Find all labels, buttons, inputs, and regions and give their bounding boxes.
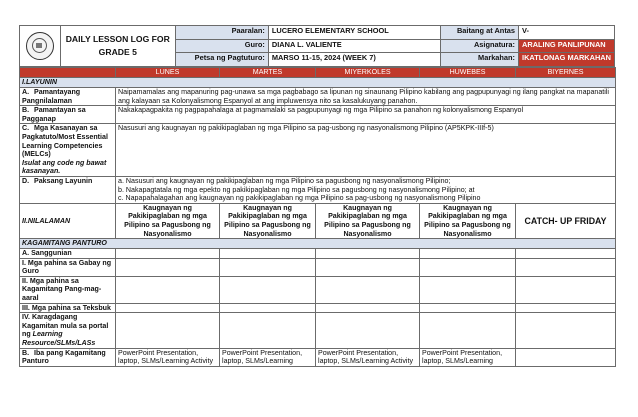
cell-empty (316, 258, 420, 276)
paksang-item-c: c. Napapahalagahan ang kaugnayan ng pakikipaglaban ng mga Pilipino sa pag-usbong ng nasyonalismong Pilipino (118, 194, 481, 203)
cell-empty (316, 276, 420, 303)
text-pamantayang: Naipamamalas ang mapanuring pag-unawa sa mga pagbabago sa lipunan ng sinaunang Pilipino kabilang ang pagpupunyagi ng ilang pangkat na mapanatili ang kalayaan sa Kolonyalismong Espanyol at ang impluwensya nito sa kasalukuyang panahon. (116, 88, 616, 106)
label-paksang-num: D. (22, 176, 30, 185)
label-pagganap-text: Pamantayan sa Pagganap (22, 106, 86, 123)
label-nilalaman: II.NILALAMAN (20, 203, 116, 238)
row-pamantayang (20, 88, 616, 106)
materials-line-2: laptop, SLMs/Learning (422, 357, 493, 366)
school-value: LUCERO ELEMENTARY SCHOOL (268, 26, 440, 40)
day-header-biyernes: BIYERNES (516, 68, 616, 78)
quarter-value: IKATLONAG MARKAHAN (519, 53, 615, 67)
label-iba-pang-num: B. (22, 348, 30, 357)
date-label: Petsa ng Pagtuturo: (175, 53, 268, 67)
cell-empty (420, 249, 516, 259)
materials-line-2: laptop, SLMs/Learning (222, 357, 293, 366)
catch-up-friday: CATCH- UP FRIDAY (516, 203, 616, 238)
label-karagdagang-italic: Learning Resource/SLMs/LASs (22, 330, 96, 348)
label-kasanayan-num: C. (22, 124, 30, 133)
cell-empty (116, 313, 220, 348)
cell-empty (516, 303, 616, 313)
section-row-layunin (20, 78, 616, 88)
teacher-label: Guro: (175, 39, 268, 53)
row-gabay (20, 258, 616, 276)
cell-empty (116, 276, 220, 303)
header-title (61, 26, 175, 67)
logo-cell (20, 26, 61, 67)
title-line-2: GRADE 5 (98, 47, 137, 57)
section-layunin: I.LAYUNIN (20, 78, 616, 88)
label-teksbuk: III. Mga pahina sa Teksbuk (20, 303, 116, 313)
cell-empty (516, 348, 616, 366)
cell-empty (116, 249, 220, 259)
label-iba-pang (20, 348, 116, 366)
teacher-value: DIANA L. VALIENTE (268, 39, 440, 53)
day-header-row (20, 68, 616, 78)
row-nilalaman (20, 203, 616, 238)
label-kasanayan-text: Mga Kasanayan sa Pagkatuto/Most Essential Learning Competencies (MELCs) (22, 124, 108, 159)
label-sanggunian: A. Sanggunian (20, 249, 116, 259)
label-kagamitang-pang-mag: II. Mga pahina sa Kagamitang Pang-mag-aaral (20, 276, 116, 303)
topic-huwebes: Kaugnayan ng Pakikipaglaban ng mga Pilipino sa Pagusbong ng Nasyonalismo (420, 203, 516, 238)
row-kasanayan (20, 124, 616, 177)
deped-seal-icon (26, 32, 54, 60)
cell-empty (420, 303, 516, 313)
label-gabay: I. Mga pahina sa Gabay ng Guro (20, 258, 116, 276)
cell-empty (316, 249, 420, 259)
materials-miyerkoles (316, 348, 420, 366)
cell-empty (516, 249, 616, 259)
label-kasanayan (20, 124, 116, 177)
row-iba-pang (20, 348, 616, 366)
text-kasanayan: Nasusuri ang kaugnayan ng pakikipaglaban ng mga Pilipino sa pag-usbong ng nasyonalismong Pilipino (AP5KPK-IIIf-5) (116, 124, 616, 177)
materials-line-1: PowerPoint Presentation, (422, 348, 503, 357)
materials-line-1: PowerPoint Presentation, (118, 348, 199, 357)
label-paksang-text: Paksang Layunin (34, 176, 93, 185)
cell-empty (420, 313, 516, 348)
cell-empty (220, 303, 316, 313)
label-pagganap-num: B. (22, 106, 30, 115)
materials-lunes (116, 348, 220, 366)
text-pagganap: Nakakapagpakita ng pagpapahalaga at pagmamalaki sa pagpupunyagi ng mga Pilipino sa panahon ng kolonyalismong Espanyol (116, 106, 616, 124)
lesson-log-table (19, 67, 616, 367)
cell-empty (516, 276, 616, 303)
grade-value: V- (519, 26, 615, 40)
corner-header (20, 68, 116, 78)
row-sanggunian (20, 249, 616, 259)
materials-line-1: PowerPoint Presentation, (222, 348, 303, 357)
section-kagamitang: KAGAMITANG PANTURO (20, 239, 616, 249)
day-header-huwebes: HUWEBES (420, 68, 516, 78)
day-header-miyerkoles: MIYERKOLES (316, 68, 420, 78)
materials-line-1: PowerPoint Presentation, (318, 348, 399, 357)
text-paksang (116, 176, 616, 203)
label-paksang (20, 176, 116, 203)
label-kasanayan-sub: Isulat ang code ng bawat kasanayan. (22, 158, 107, 176)
cell-empty (220, 249, 316, 259)
cell-empty (220, 258, 316, 276)
label-karagdagang-main: IV. Karagdagang Kagamitan mula sa portal ng (22, 313, 109, 339)
row-karagdagang (20, 313, 616, 348)
label-pamantayang-num: A. (22, 88, 30, 96)
subject-value: ARALING PANLIPUNAN (519, 39, 615, 53)
school-label: Paaralan: (175, 26, 268, 40)
row-kagamitang-pang-mag (20, 276, 616, 303)
cell-empty (116, 258, 220, 276)
cell-empty (516, 313, 616, 348)
label-pagganap (20, 106, 116, 124)
topic-miyerkoles: Kaugnayan ng Pakikipaglaban ng mga Pilipino sa Pagusbong ng Nasyonalismo (316, 203, 420, 238)
materials-line-2: laptop, SLMs/Learning Activity (318, 357, 414, 366)
cell-empty (516, 258, 616, 276)
day-header-lunes: LUNES (116, 68, 220, 78)
materials-line-2: laptop, SLMs/Learning Activity (118, 357, 214, 366)
cell-empty (316, 303, 420, 313)
topic-martes: Kaugnayan ng Pakikipaglaban ng mga Pilipino sa Pagusbong ng Nasyonalismo (220, 203, 316, 238)
row-teksbuk (20, 303, 616, 313)
label-pamantayang (20, 88, 116, 106)
label-pamantayang-text: Pamantayang Pangnilalaman (22, 88, 81, 105)
cell-empty (116, 303, 220, 313)
label-karagdagang (20, 313, 116, 348)
lesson-log-header (19, 25, 615, 67)
cell-empty (220, 276, 316, 303)
day-header-martes: MARTES (220, 68, 316, 78)
paksang-item-b: b. Nakapagtatala ng mga epekto ng pakikipaglaban ng mga Pilipino sa pagusbong ng nasyonalismong Pilipino; at (118, 185, 475, 194)
row-pagganap (20, 106, 616, 124)
materials-martes (220, 348, 316, 366)
cell-empty (420, 258, 516, 276)
section-row-kagamitang (20, 239, 616, 249)
topic-lunes: Kaugnayan ng Pakikipaglaban ng mga Pilipino sa Pagusbong ng Nasyonalismo (116, 203, 220, 238)
date-value: MARSO 11-15, 2024 (WEEK 7) (268, 53, 440, 67)
subject-label: Asignatura: (441, 39, 519, 53)
grade-label: Baitang at Antas (441, 26, 519, 40)
title-line-1: DAILY LESSON LOG FOR (65, 34, 170, 44)
cell-empty (220, 313, 316, 348)
quarter-label: Markahan: (441, 53, 519, 67)
label-iba-pang-text: Iba pang Kagamitang Panturo (22, 348, 106, 366)
cell-empty (420, 276, 516, 303)
cell-empty (316, 313, 420, 348)
row-paksang (20, 176, 616, 203)
paksang-item-a: a. Nasusuri ang kaugnayan ng pakikipaglaban ng mga Pilipino sa pagusbong ng nasyonalismong Pilipino; (118, 176, 451, 185)
materials-huwebes (420, 348, 516, 366)
